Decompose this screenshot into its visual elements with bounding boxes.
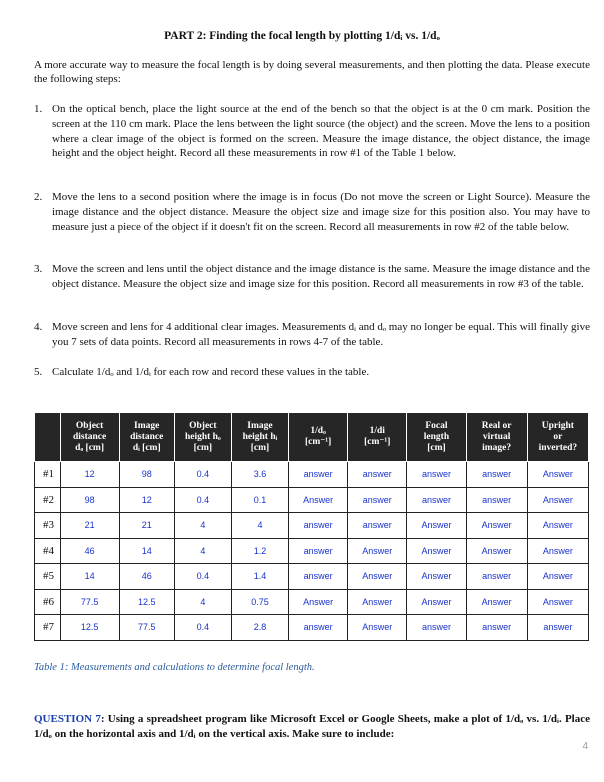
- row-label: #2: [35, 487, 61, 513]
- header-line: inverted?: [538, 442, 578, 453]
- table-cell: 14: [119, 538, 174, 564]
- table-cell: answer: [407, 487, 466, 513]
- step-5: [34, 365, 590, 380]
- header-line: Upright: [541, 420, 574, 431]
- question-text: : Using a spreadsheet program like Microsoft Excel or Google Sheets, make a plot of 1/dₒ vs. 1/dᵢ. Place 1/dₒ on the horizontal axis and 1/dᵢ on the vertical axis. Make sure to include:: [34, 713, 590, 740]
- table-cell: 3.6: [231, 462, 288, 488]
- table-cell: Answer: [527, 462, 588, 488]
- table-cell: answer: [527, 615, 588, 641]
- measurements-table: [34, 412, 589, 641]
- row-label: #4: [35, 538, 61, 564]
- table-cell: answer: [289, 564, 348, 590]
- table-cell: 4: [174, 538, 231, 564]
- step-number: 3.: [34, 263, 43, 275]
- table-cell: Answer: [527, 487, 588, 513]
- header-line: distance: [72, 431, 107, 442]
- header-line: Object: [75, 420, 104, 431]
- row-label: #1: [35, 462, 61, 488]
- table-cell: answer: [348, 462, 407, 488]
- table-cell: answer: [466, 487, 527, 513]
- step-2: [34, 190, 590, 234]
- header-line: dₒ [cm]: [75, 442, 104, 453]
- table-cell: Answer: [407, 564, 466, 590]
- table-cell: 4: [174, 513, 231, 539]
- header-line: 1/di: [369, 426, 385, 436]
- table-cell: answer: [289, 513, 348, 539]
- column-header: [466, 413, 527, 462]
- column-header: [35, 413, 61, 462]
- table-cell: Answer: [407, 589, 466, 615]
- row-label: #7: [35, 615, 61, 641]
- step-text: Move the lens to a second position where the image is in focus (Do not move the screen or Light Source). Measure the image distance and the object distance. Measure the object size and image size for this position also. You may have to measure just a piece of the object if it doesn't fit on the screen. Record all measurements in row #2 of the table below.: [52, 191, 590, 233]
- table-cell: Answer: [527, 589, 588, 615]
- table-cell: answer: [348, 487, 407, 513]
- table-cell: 46: [119, 564, 174, 590]
- header-line: Focal: [425, 420, 448, 431]
- table-cell: Answer: [527, 538, 588, 564]
- header-line: Image: [134, 420, 160, 431]
- question-label: QUESTION 7: [34, 713, 101, 725]
- table-cell: Answer: [466, 538, 527, 564]
- row-label: #5: [35, 564, 61, 590]
- step-number: 2.: [34, 191, 43, 203]
- table-header-row: [35, 413, 589, 462]
- table-cell: 98: [60, 487, 119, 513]
- column-header: [407, 413, 466, 462]
- table-cell: answer: [466, 564, 527, 590]
- table-row: [35, 615, 589, 641]
- table-cell: answer: [348, 513, 407, 539]
- table-cell: answer: [466, 615, 527, 641]
- step-number: 4.: [34, 321, 43, 333]
- table-cell: 1.2: [231, 538, 288, 564]
- table-cell: 14: [60, 564, 119, 590]
- table-row: [35, 462, 589, 488]
- table-row: [35, 589, 589, 615]
- table-cell: answer: [289, 462, 348, 488]
- header-line: [cm⁻¹]: [364, 437, 391, 447]
- table-cell: Answer: [289, 487, 348, 513]
- header-line: dᵢ [cm]: [132, 442, 161, 453]
- header-line: Image: [247, 420, 273, 431]
- table-cell: 0.4: [174, 487, 231, 513]
- header-line: height hₒ: [184, 431, 221, 442]
- header-line: distance: [130, 431, 164, 442]
- table-row: [35, 513, 589, 539]
- header-line: Object: [189, 420, 217, 431]
- row-label: #3: [35, 513, 61, 539]
- table-row: [35, 564, 589, 590]
- table-cell: 21: [119, 513, 174, 539]
- step-number: 1.: [34, 103, 43, 115]
- table-cell: Answer: [289, 589, 348, 615]
- table-cell: Answer: [407, 513, 466, 539]
- table-cell: Answer: [348, 538, 407, 564]
- page-number: 4: [582, 741, 588, 752]
- header-line: or: [553, 431, 563, 442]
- header-line: height hᵢ: [242, 431, 278, 442]
- step-4: [34, 320, 590, 350]
- table-cell: Answer: [348, 589, 407, 615]
- table-cell: answer: [407, 615, 466, 641]
- table-cell: Answer: [407, 538, 466, 564]
- column-header: [289, 413, 348, 462]
- table-cell: answer: [289, 538, 348, 564]
- table-cell: 4: [174, 589, 231, 615]
- step-text: Move the screen and lens until the object distance and the image distance is the same. Measure the image distance and the object distance. Measure the object size and image size for this position. Record all measurements in row #3 of the table.: [52, 263, 590, 290]
- table-cell: 0.1: [231, 487, 288, 513]
- table-cell: answer: [289, 615, 348, 641]
- intro-paragraph: A more accurate way to measure the focal length is by doing several measurements, and then plotting the data. Please execute the following steps:: [34, 59, 590, 85]
- header-line: 1/dₒ: [310, 426, 326, 436]
- table-row: [35, 538, 589, 564]
- table-cell: answer: [466, 462, 527, 488]
- header-line: [cm]: [250, 442, 270, 453]
- table-cell: 2.8: [231, 615, 288, 641]
- table-cell: 0.4: [174, 462, 231, 488]
- header-line: [cm⁻¹]: [304, 437, 332, 447]
- column-header: [119, 413, 174, 462]
- table-cell: 0.75: [231, 589, 288, 615]
- table-caption: Table 1: Measurements and calculations to determine focal length.: [34, 662, 315, 673]
- section-title: PART 2: Finding the focal length by plotting 1/dᵢ vs. 1/dₒ: [164, 30, 440, 42]
- column-header: [527, 413, 588, 462]
- step-3: [34, 262, 590, 292]
- header-line: image?: [482, 442, 512, 453]
- table-cell: Answer: [466, 589, 527, 615]
- row-label: #6: [35, 589, 61, 615]
- table-cell: 98: [119, 462, 174, 488]
- step-text: Calculate 1/dₒ and 1/dᵢ for each row and record these values in the table.: [52, 366, 370, 378]
- table-cell: 12.5: [60, 615, 119, 641]
- table-cell: answer: [407, 462, 466, 488]
- header-line: [cm]: [193, 442, 213, 453]
- table-row: [35, 487, 589, 513]
- table-cell: Answer: [527, 513, 588, 539]
- header-line: [cm]: [427, 442, 446, 453]
- table-cell: Answer: [527, 564, 588, 590]
- column-header: [348, 413, 407, 462]
- table-cell: Answer: [348, 615, 407, 641]
- table-cell: 12: [119, 487, 174, 513]
- header-line: virtual: [482, 431, 511, 442]
- column-header: [231, 413, 288, 462]
- table-cell: 4: [231, 513, 288, 539]
- step-text: Move screen and lens for 4 additional clear images. Measurements dᵢ and dₒ may no longer be equal. This will finally give you 7 sets of data points. Record all measurements in rows 4-7 of the table.: [52, 321, 590, 348]
- table-cell: 21: [60, 513, 119, 539]
- table-cell: 0.4: [174, 564, 231, 590]
- step-1: [34, 102, 590, 161]
- header-line: length: [423, 431, 450, 442]
- table-cell: 46: [60, 538, 119, 564]
- column-header: [60, 413, 119, 462]
- step-number: 5.: [34, 366, 43, 378]
- table-cell: 77.5: [60, 589, 119, 615]
- question-7: [34, 712, 590, 741]
- table-cell: Answer: [348, 564, 407, 590]
- table-cell: 77.5: [119, 615, 174, 641]
- column-header: [174, 413, 231, 462]
- table-cell: Answer: [466, 513, 527, 539]
- table-cell: 1.4: [231, 564, 288, 590]
- header-line: Real or: [481, 420, 512, 431]
- table-cell: 12.5: [119, 589, 174, 615]
- table-cell: 0.4: [174, 615, 231, 641]
- step-text: On the optical bench, place the light source at the end of the bench so that the object is at the 0 cm mark. Position the screen at the 110 cm mark. Place the lens between the light source (the object) and the screen. Move the lens to a position where a clear image of the object is formed on the screen. Measure the image distance, the object distance, the image height and the object height. Record all these measurements in row #1 of the Table 1 below.: [52, 103, 590, 160]
- table-cell: 12: [60, 462, 119, 488]
